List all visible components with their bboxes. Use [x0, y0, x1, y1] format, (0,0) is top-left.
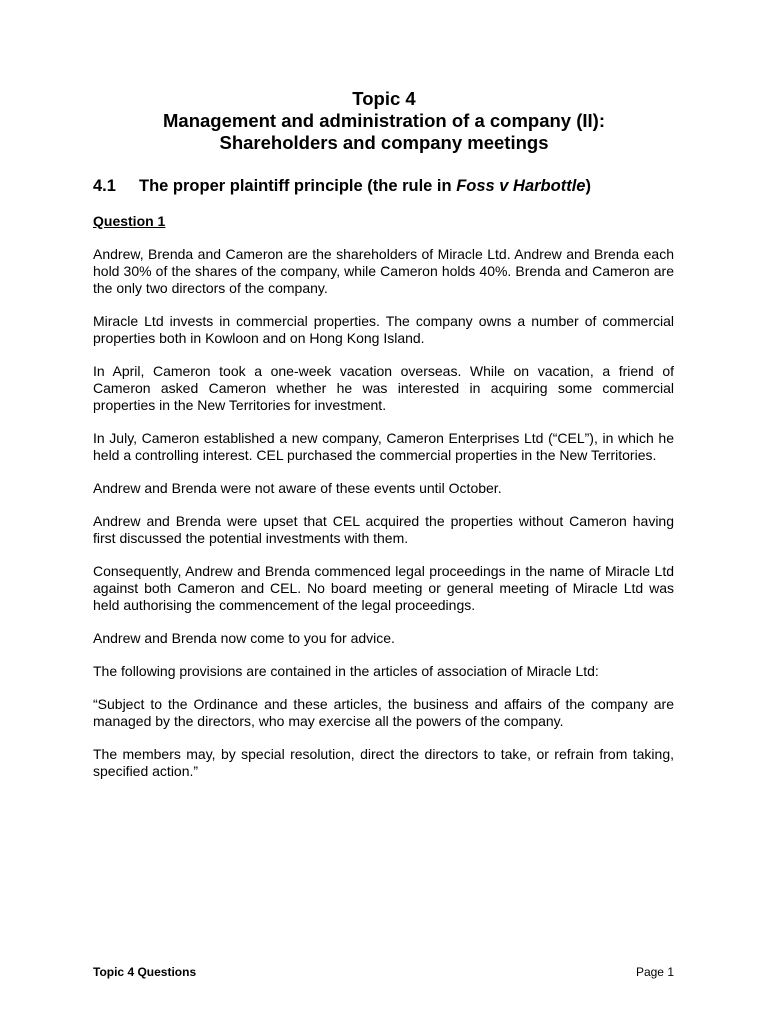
quoted-article-paragraph: The members may, by special resolution, direct the directors to take, or refrain from taking, specified action.”	[93, 746, 674, 779]
case-name: Foss v Harbottle	[456, 177, 586, 195]
paragraph: Consequently, Andrew and Brenda commenced legal proceedings in the name of Miracle Ltd against both Cameron and CEL. No board meeting or general meeting of Miracle Ltd was held authorising the commencement of the legal proceedings.	[93, 563, 674, 613]
section-title-suffix: )	[585, 177, 591, 195]
paragraph: In April, Cameron took a one-week vacation overseas. While on vacation, a friend of Cameron asked Cameron whether he was interested in acquiring some commercial properties in the New Territories for investment.	[93, 363, 674, 413]
paragraph: The following provisions are contained in the articles of association of Miracle Ltd:	[93, 663, 599, 679]
section-number: 4.1	[93, 177, 116, 195]
paragraph: Andrew and Brenda now come to you for advice.	[93, 630, 395, 646]
question-label: Question 1	[93, 213, 166, 229]
paragraph: In July, Cameron established a new company, Cameron Enterprises Ltd (“CEL”), in which he held a controlling interest. CEL purchased the commercial properties in the New Territories.	[93, 430, 674, 463]
title-line-1: Management and administration of a company (II):	[163, 110, 605, 131]
title-line-2: Shareholders and company meetings	[219, 132, 549, 153]
question-body	[93, 246, 674, 796]
topic-label: Topic 4	[352, 88, 416, 109]
paragraph: Andrew and Brenda were not aware of these events until October.	[93, 480, 502, 496]
section-heading	[93, 176, 591, 196]
page-heading	[60, 88, 708, 154]
paragraph: Andrew, Brenda and Cameron are the shareholders of Miracle Ltd. Andrew and Brenda each hold 30% of the shares of the company, while Cameron holds 40%. Brenda and Cameron are the only two directors of the company.	[93, 246, 674, 296]
section-title-prefix: The proper plaintiff principle (the rule in	[139, 177, 457, 195]
paragraph: Andrew and Brenda were upset that CEL acquired the properties without Cameron having first discussed the potential investments with them.	[93, 513, 674, 546]
paragraph: Miracle Ltd invests in commercial properties. The company owns a number of commercial properties both in Kowloon and on Hong Kong Island.	[93, 313, 674, 346]
quoted-article-paragraph: “Subject to the Ordinance and these articles, the business and affairs of the company are managed by the directors, who may exercise all the powers of the company.	[93, 696, 674, 729]
footer-page-number: Page 1	[635, 965, 674, 979]
footer-document-title: Topic 4 Questions	[93, 965, 197, 979]
